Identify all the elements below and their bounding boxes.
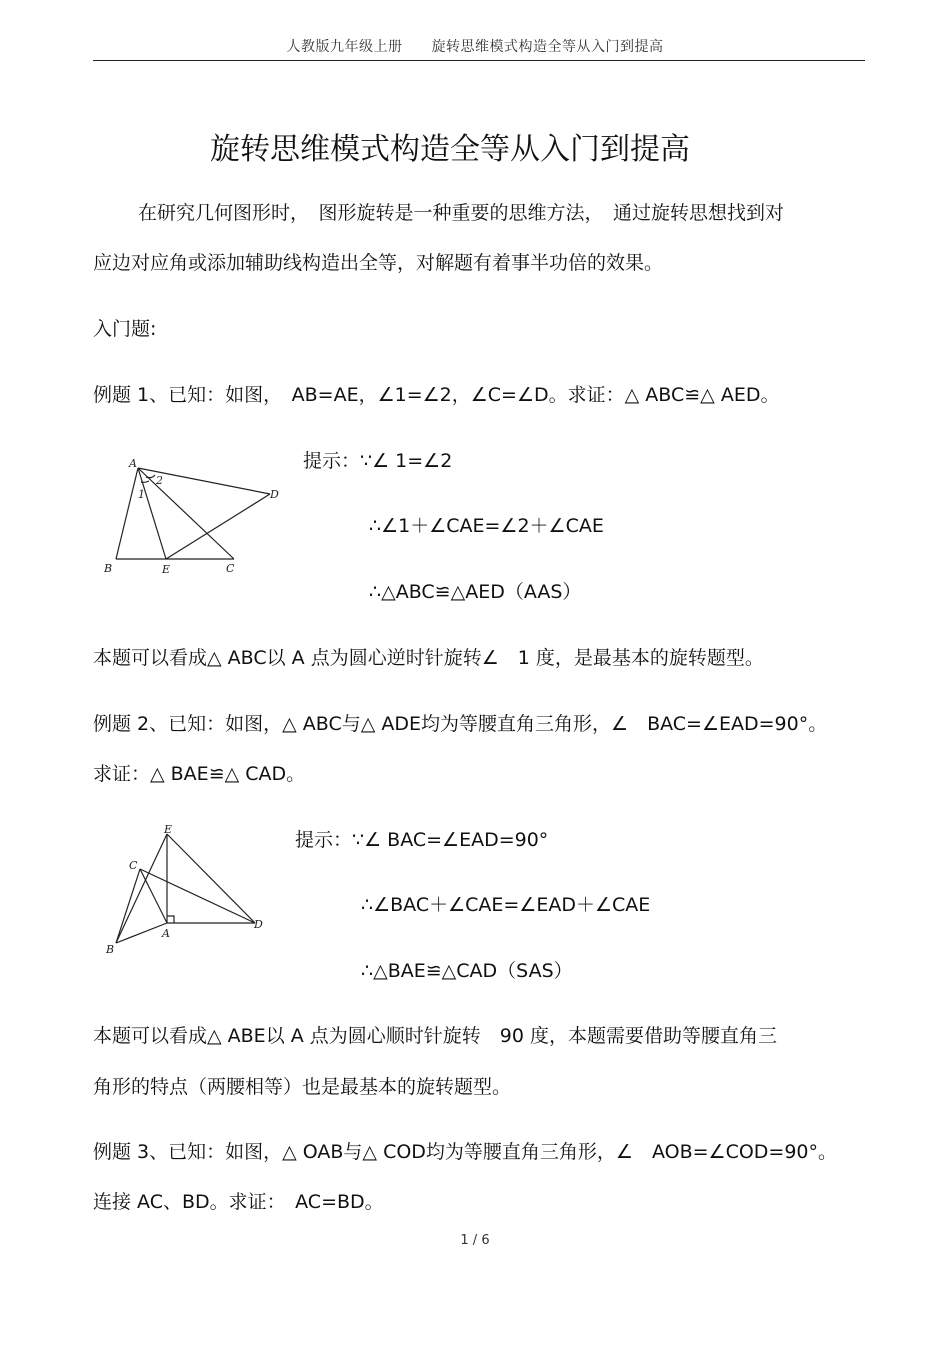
fig2-label-a: A (162, 927, 170, 940)
example-1-note: 本题可以看成△ ABC以 A 点为圆心逆时针旋转∠ 1 度，是最基本的旋转题型。 (93, 647, 764, 669)
fig2-label-c: C (129, 859, 138, 872)
fig2-label-e: E (164, 823, 173, 836)
example-1-hint-1: 提示：∵∠ 1=∠2 (303, 450, 453, 472)
fig1-label-b: B (104, 562, 113, 575)
fig1-label-a: A (129, 457, 137, 470)
intro-line-1: 在研究几何图形时， 图形旋转是一种重要的思维方法， 通过旋转思想找到对 (138, 202, 785, 224)
fig1-angle-1: 1 (138, 488, 145, 501)
fig1-angle-2: 2 (156, 474, 163, 487)
example-1-hint-2: ∴∠1＋∠CAE=∠2＋∠CAE (369, 515, 604, 537)
intro-line-2: 应边对应角或添加辅助线构造出全等，对解题有着事半功倍的效果。 (93, 252, 664, 274)
page-header: 人教版九年级上册 旋转思维模式构造全等从入门到提高 (286, 39, 664, 55)
example-1-question: 例题 1、已知：如图， AB=AE，∠1=∠2，∠C=∠D。求证：△ ABC≌△ AED。 (93, 384, 780, 406)
fig1-label-e: E (162, 563, 171, 576)
fig1-label-c: C (226, 562, 235, 575)
fig2-label-d: D (254, 918, 263, 931)
example-2-figure (100, 820, 270, 960)
example-2-question-line-2: 求证：△ BAE≌△ CAD。 (93, 763, 306, 785)
fig1-label-d: D (270, 488, 279, 501)
example-2-note-line-1: 本题可以看成△ ABE以 A 点为圆心顺时针旋转 90 度，本题需要借助等腰直角三 (93, 1025, 777, 1047)
example-2-question-line-1: 例题 2、已知：如图，△ ABC与△ ADE均为等腰直角三角形，∠ BAC=∠EAD=90°。 (93, 713, 828, 735)
example-2-hint-3: ∴△BAE≌△CAD（SAS） (361, 960, 573, 982)
page-number: 1 / 6 (460, 1233, 490, 1248)
header-divider (93, 60, 865, 61)
example-2-hint-2: ∴∠BAC＋∠CAE=∠EAD＋∠CAE (361, 894, 651, 916)
example-3-question-line-1: 例题 3、已知：如图，△ OAB与△ COD均为等腰直角三角形，∠ AOB=∠COD=90°。 (93, 1141, 838, 1163)
example-3-question-line-2: 连接 AC、BD。求证： AC=BD。 (93, 1191, 384, 1213)
document-title: 旋转思维模式构造全等从入门到提高 (210, 132, 690, 167)
example-1-hint-3: ∴△ABC≌△AED（AAS） (369, 581, 582, 603)
example-2-hint-1: 提示：∵∠ BAC=∠EAD=90° (295, 829, 549, 851)
fig2-label-b: B (106, 943, 115, 956)
example-2-note-line-2: 角形的特点（两腰相等）也是最基本的旋转题型。 (93, 1076, 512, 1098)
section-heading-intro: 入门题: (93, 318, 157, 340)
example-1-figure (100, 452, 290, 582)
